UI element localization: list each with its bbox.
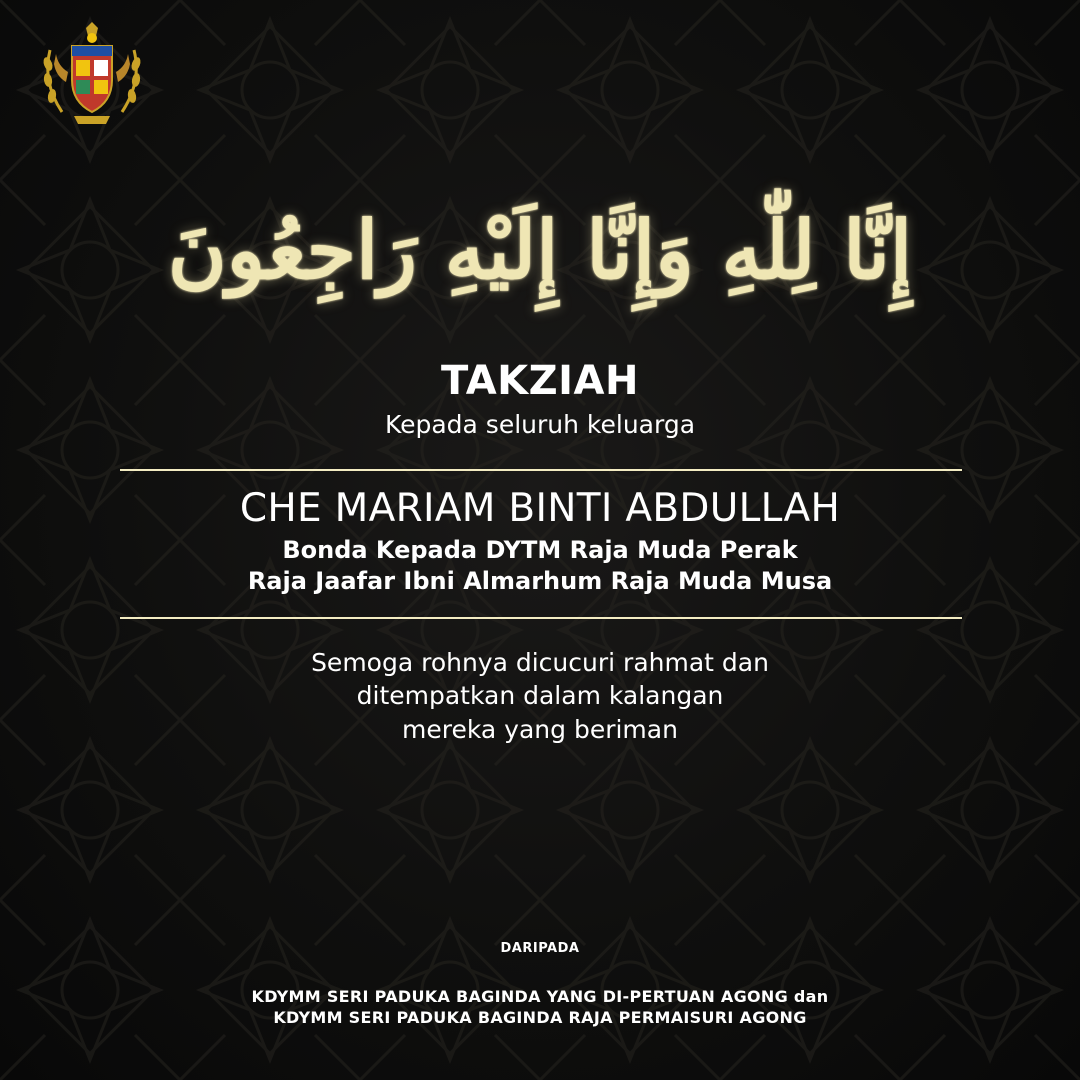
relation-line-1: Bonda Kepada DYTM Raja Muda Perak <box>282 536 798 564</box>
prayer-line-3: mereka yang beriman <box>402 715 678 744</box>
malaysia-coat-of-arms-icon <box>36 20 148 132</box>
divider-top <box>120 469 962 471</box>
deceased-name: CHE MARIAM BINTI ABDULLAH <box>239 486 841 531</box>
prayer-line-1: Semoga rohnya dicucuri rahmat dan <box>311 648 769 677</box>
from-label: DARIPADA <box>500 941 580 956</box>
page-title: TAKZIAH <box>441 358 639 404</box>
signatory-line-1: KDYMM SERI PADUKA BAGINDA YANG DI-PERTUAN AGONG dan <box>251 987 829 1006</box>
arabic-calligraphy: إِنَّا لِلّٰهِ وَإِنَّا إِلَيْهِ رَاجِعُونَ <box>167 203 913 297</box>
divider-bottom <box>120 617 962 619</box>
prayer-line-2: ditempatkan dalam kalangan <box>356 681 724 710</box>
page-subtitle: Kepada seluruh keluarga <box>384 410 696 439</box>
signatory-line-2: KDYMM SERI PADUKA BAGINDA RAJA PERMAISURI AGONG <box>273 1008 807 1027</box>
relation-line-2: Raja Jaafar Ibni Almarhum Raja Muda Musa <box>247 567 833 595</box>
